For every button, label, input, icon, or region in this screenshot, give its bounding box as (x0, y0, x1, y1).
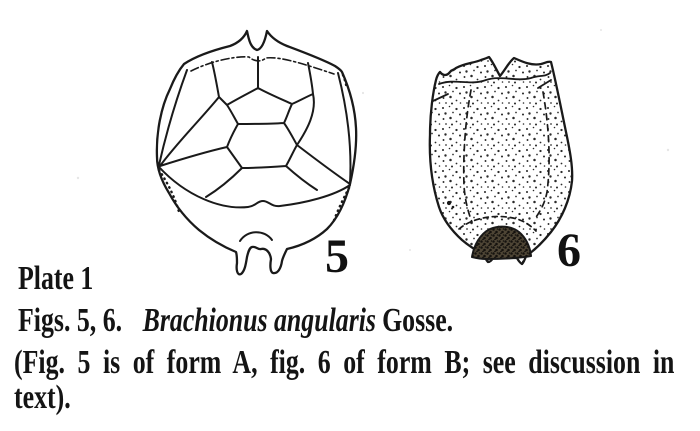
species-author: Gosse. (382, 302, 454, 339)
figure-5-label: 5 (325, 230, 349, 283)
caption-note-line-1: (Fig. 5 is of form A, fig. 6 of form B; see discussion in (14, 344, 675, 381)
caption-species-line (18, 303, 453, 339)
species-name: Brachionus angularis (142, 302, 376, 339)
fig5-facet-lines (159, 57, 350, 241)
plate-label: Plate 1 (18, 260, 94, 297)
caption-note-line-2: text). (14, 379, 71, 416)
fig5-dotted-corner-arcs (159, 75, 349, 223)
caption-figs-ref: Figs. 5, 6. (18, 302, 123, 339)
figure-6-label: 6 (557, 224, 581, 277)
figure-6-drawing (430, 57, 572, 264)
